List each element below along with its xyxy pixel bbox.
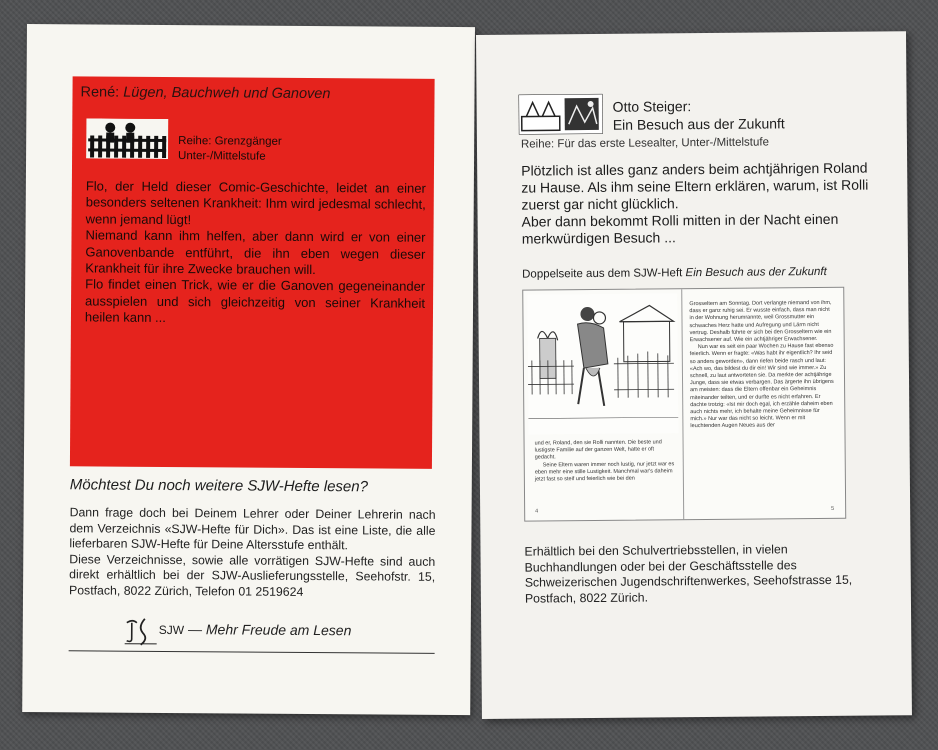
caption-title: Ein Besuch aus der Zukunft [685, 265, 827, 280]
red-box-series [178, 134, 282, 165]
right-author: Otto Steiger: [612, 98, 692, 115]
right-description [521, 159, 882, 247]
spread-page-number-right: 5 [831, 505, 835, 512]
spread-left-text [535, 439, 675, 483]
red-paragraph: Flo findet einen Trick, wie er die Ganoven gegeneinander ausspielen und sich gleichzeitig von seiner Krankheit heilen kann ... [84, 276, 426, 326]
spread-right-paragraph: Nun war es seit ein paar Wochen zu Hause fast ebenso feierlich. Wenn er fragte: «Was habt ihr eigentlich? Ihr seid so anders geworden», dann riefen beide rasch und laut: «Ach wo, das bildest du dir ein! Wir sind wie immer.» Zu schnell, zu laut antworteten sie. Da merkte der achtjährige Junge, dass sie etwas verbargen. Das ärgerte ihn übrigens am meisten: dass die Eltern offenbar ein Geheimnis miteinander teilten, und er durfte es nicht erfahren. Er dachte trotzig: «Ist mir doch egal, ich erzähle daheim eben auch nichts mehr, ich behalte meine Geheimnisse für mich.» Nur war das nicht so leicht. Wenn er mit leuchtenden Augen Neues aus der [689, 343, 834, 430]
right-booklet-page [476, 31, 912, 719]
info-paragraph: Diese Verzeichnisse, sowie alle vorrätigen SJW-Hefte sind auch direkt erhältlich bei der SJW-Auslieferungsstelle, Seehofstr. 15, Postfach, 8022 Zürich, Telefon 01 2519624 [69, 551, 436, 599]
suitcase-illustration-icon [519, 94, 603, 135]
couple-hugging-illustration [527, 293, 678, 434]
motto-text: — Mehr Freude am Lesen [187, 621, 352, 639]
spread-left-paragraph: und er, Roland, den sie Rolli nannten. Die beste und lustigste Familie auf der ganzen Welt, hatte er oft gedacht. [534, 439, 662, 461]
red-box-title [80, 84, 330, 102]
series-line-2: Unter-/Mittelstufe [178, 150, 266, 163]
right-book-title: Ein Besuch aus der Zukunft [612, 115, 785, 133]
question-heading: Möchtest Du noch weitere SJW-Hefte lesen? [69, 476, 369, 496]
spread-fold-line [681, 289, 684, 519]
info-paragraph: Dann frage doch bei Deinem Lehrer oder Deiner Lehrerin nach dem Verzeichnis «SJW-Hefte für Dich». Das ist eine Liste, die alle lieferbaren SJW-Hefte für Deine Altersstufe enthält. [69, 505, 436, 553]
right-paragraph: Plötzlich ist alles ganz anders beim achtjährigen Roland zu Hause. Als ihm seine Eltern erklären, warum, ist Rolli zuerst gar nicht glücklich. [521, 159, 869, 213]
spread-right-text [689, 300, 836, 431]
red-box-book-title: Lügen, Bauchweh und Ganoven [123, 84, 331, 103]
bottom-rule [69, 650, 435, 654]
caption-prefix: Doppelseite aus dem SJW-Heft [522, 267, 683, 281]
red-box-description [85, 178, 426, 328]
double-page-spread [522, 287, 846, 522]
red-box-author: René: [80, 84, 120, 101]
spread-left-paragraph: Seine Eltern waren immer noch lustig, nur jetzt war es eben mehr eine stille Lustigkeit. Manchmal war's daheim jetzt fast so steif und feierlich wie bei den [534, 460, 675, 483]
left-booklet-page [22, 24, 475, 715]
availability-footer: Erhältlich bei den Schulvertriebsstellen, in vielen Buchhandlungen oder bei der Geschäftsstelle des Schweizerischen Jugendschriftenwerkes, Seehofstrasse 15, Postfach, 8022 Zürich. [524, 542, 853, 606]
red-paragraph: Flo, der Held dieser Comic-Geschichte, leidet an einer besonders seltenen Krankheit: Ihm wird jedesmal schlecht, wenn jemand lügt! [85, 178, 426, 227]
red-paragraph: Niemand kann ihm helfen, aber dann wird er von einer Ganovenbande entführt, die ihn eben wegen dieser Krankheit für ihre Zwecke brauchen will. [85, 227, 426, 278]
spread-right-paragraph: Grosseltern am Sonntag. Dort verlangte niemand von ihm, dass er ganz ruhig sei. Er wusste einfach, dass man nicht in der Wohnung herumrannte, weil Grossmutter ein schwaches Herz hatte und Aufregung und Lärm nicht vertrug. Deshalb führte er sich bei den Grosseltern wie ein Erwachsener auf. Wie ein achtjähriger Erwachsener. [689, 299, 832, 344]
series-line-1: Reihe: Grenzgänger [178, 135, 282, 148]
spread-caption [522, 266, 827, 281]
right-series: Reihe: Für das erste Lesealter, Unter-/Mittelstufe [520, 136, 770, 151]
right-paragraph: Aber dann bekommt Rolli mitten in der Nacht einen merkwürdigen Besuch ... [521, 210, 839, 247]
spread-page-number-left: 4 [535, 508, 539, 515]
logo-text: SJW [158, 622, 185, 638]
motto [125, 621, 352, 639]
fence-children-icon [86, 118, 168, 159]
info-text [69, 505, 436, 601]
red-info-box [70, 76, 435, 469]
right-title-block [613, 96, 785, 133]
